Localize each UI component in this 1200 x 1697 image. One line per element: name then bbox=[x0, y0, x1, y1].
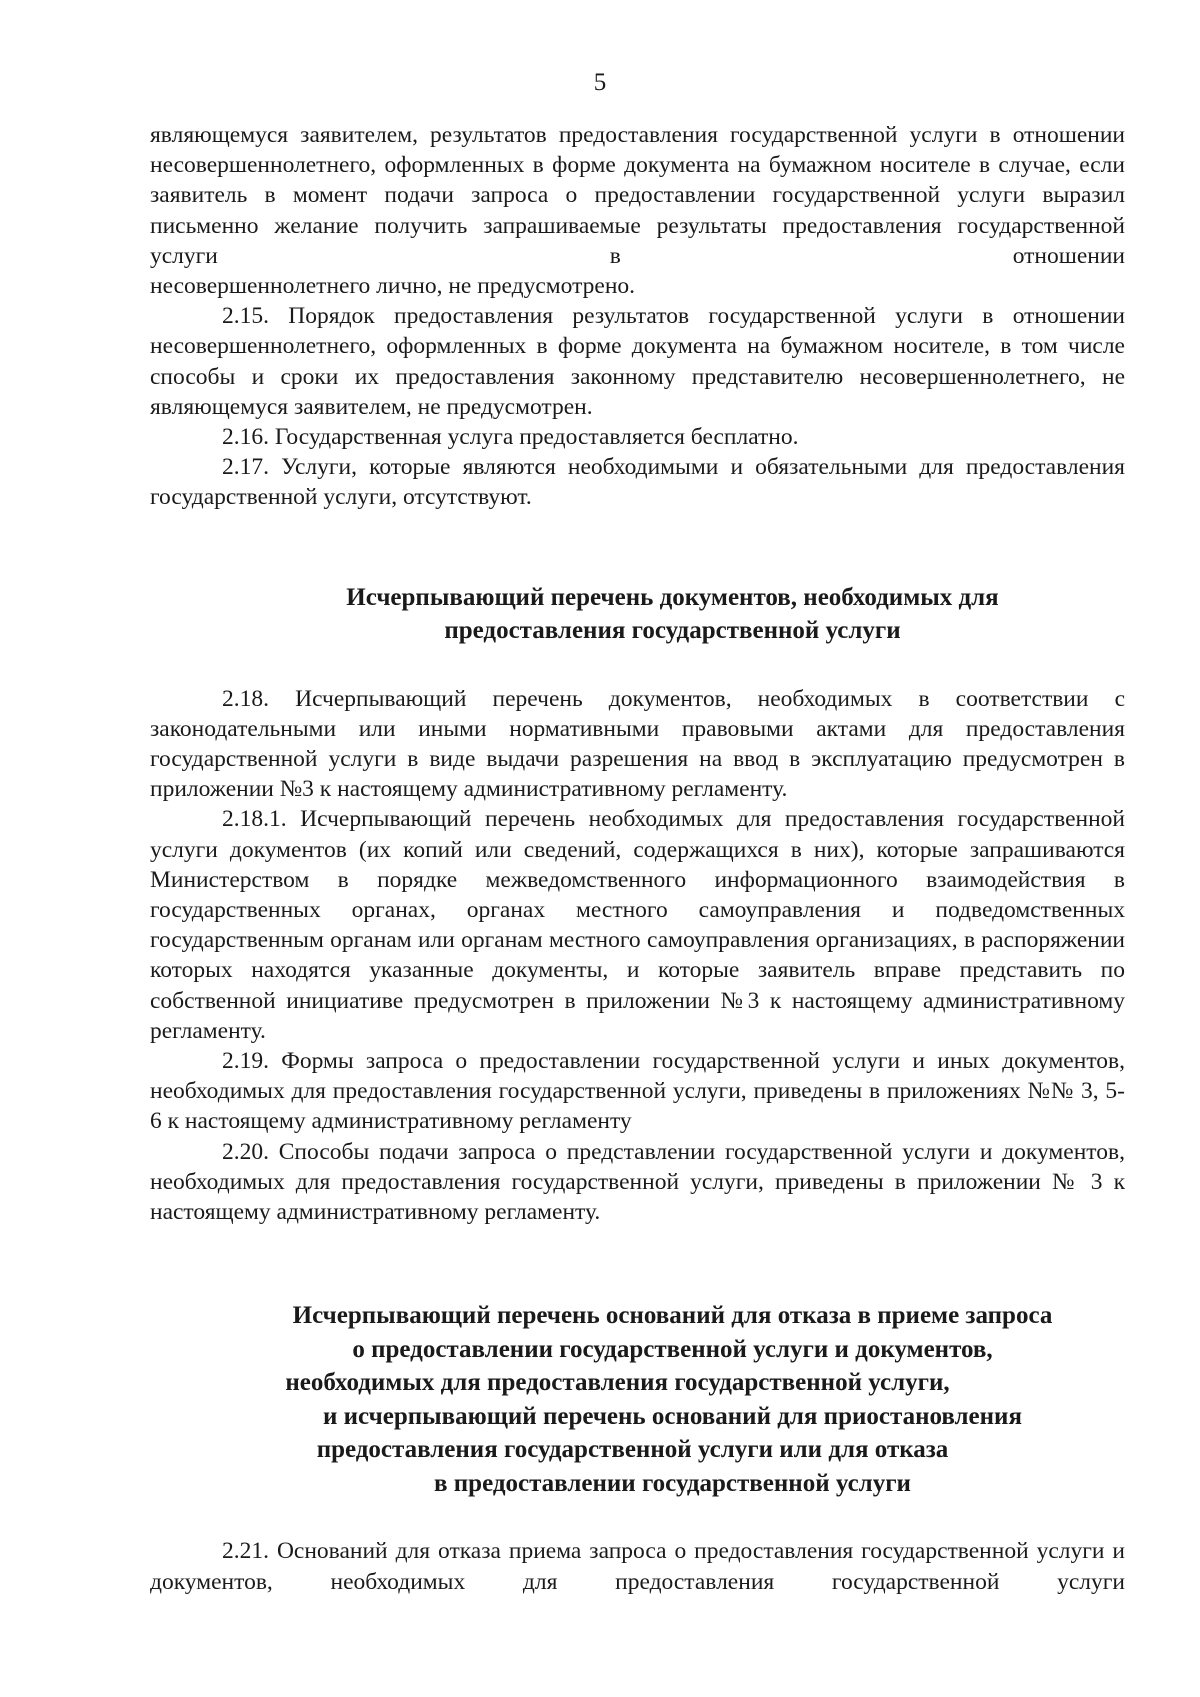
paragraph-2-16: 2.16. Государственная услуга предоставляется бесплатно. bbox=[222, 424, 799, 451]
heading-line: Исчерпывающий перечень документов, необходимых для bbox=[346, 583, 999, 611]
paragraph-2-21: 2.21. Оснований для отказа приема запроса о предоставления государственной услуги и документов, необходимых для предоставления государственной услуги bbox=[150, 1538, 1125, 1595]
paragraph-2-18-1: 2.18.1. Исчерпывающий перечень необходимых для предоставления государственной услуги документов (их копий или сведений, содержащихся в них), которые запрашиваются Министерством в порядке межведомственного информационного взаимодействия в государственных органах, органах местного самоуправления и подведомственных государственным органам или органам местного самоуправления организациях, в распоряжении которых находятся указанные документы, и которые заявитель вправе представить по собственной инициативе предусмотрен в приложении №3 к настоящему административному регламенту. bbox=[150, 806, 1125, 1044]
paragraph-2-17: 2.17. Услуги, которые являются необходимыми и обязательными для предоставления государственной услуги, отсутствуют. bbox=[150, 454, 1125, 511]
heading-line: и исчерпывающий перечень оснований для приостановления bbox=[323, 1402, 1022, 1430]
heading-line: о предоставлении государственной услуги и документов, bbox=[352, 1335, 993, 1363]
document-body bbox=[150, 120, 1125, 1597]
continued-paragraph: являющемуся заявителем, результатов предоставления государственной услуги в отношении несовершеннолетнего, оформленных в форме документа на бумажном носителе в случае, если заявитель в момент подачи запроса о предоставлении государственной услуги выразил письменно желание получить запрашиваемые результаты предоставления государственной услуги в отношении bbox=[150, 122, 1125, 269]
paragraph-2-20: 2.20. Способы подачи запроса о представлении государственной услуги и документов, необходимых для предоставления государственной услуги, приведены в приложении № 3 к настоящему административному регламенту. bbox=[150, 1138, 1125, 1226]
section-heading-documents-list bbox=[150, 581, 1125, 648]
heading-line: предоставления государственной услуги или для отказа bbox=[316, 1436, 949, 1464]
heading-line: Исчерпывающий перечень оснований для отказа в приеме запроса bbox=[292, 1302, 1053, 1330]
paragraph-2-19: 2.19. Формы запроса о предоставлении государственной услуги и иных документов, необходимых для предоставления государственной услуги, приведены в приложениях №№ 3, 5-6 к настоящему административному регламенту bbox=[150, 1048, 1125, 1135]
paragraph-2-15: 2.15. Порядок предоставления результатов государственной услуги в отношении несовершеннолетнего, оформленных в форме документа на бумажном носителе, в том числе способы и сроки их предоставления законному представителю несовершеннолетнего, не являющемуся заявителем, не предусмотрен. bbox=[150, 303, 1125, 420]
heading-line: предоставления государственной услуги bbox=[444, 617, 901, 645]
page-number: 5 bbox=[593, 69, 607, 96]
continued-paragraph-end: несовершеннолетнего лично, не предусмотрено. bbox=[150, 273, 636, 300]
section-heading-refusal-grounds bbox=[150, 1299, 1125, 1500]
heading-line: необходимых для предоставления государственной услуги, bbox=[285, 1369, 950, 1397]
paragraph-2-18: 2.18. Исчерпывающий перечень документов, необходимых в соответствии с законодательными или иными нормативными правовыми актами для предоставления государственной услуги в виде выдачи разрешения на ввод в эксплуатацию предусмотрен в приложении №3 к настоящему административному регламенту. bbox=[150, 685, 1125, 803]
heading-line: в предоставлении государственной услуги bbox=[434, 1469, 911, 1497]
